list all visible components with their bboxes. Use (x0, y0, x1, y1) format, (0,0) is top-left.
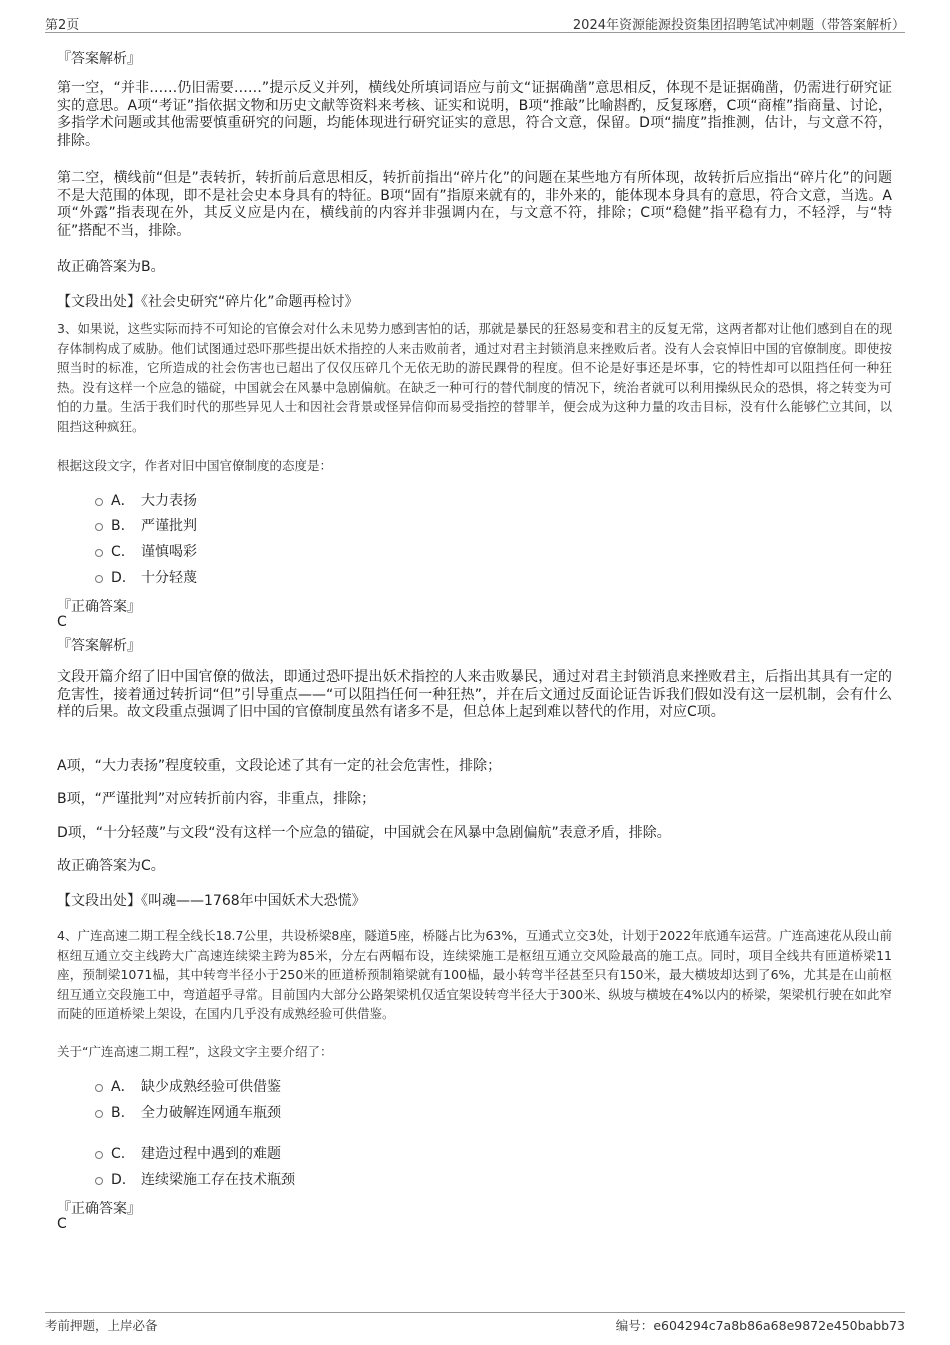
q2-analysis-paragraph: 第一空，“并非……仍旧需要……”提示反义并列，横线处所填词语应与前文“证据确凿”意思相反，体现不是证据确凿，仍需进行研究证实的意思。A项“考证”指依据文物和历史文献等资料来考核、证实和说明，B项“推敲”比喻斟酌，反复琢磨，C项“商榷”指商量、讨论，多指学术问题或其他需要慎重研究的问题，均能体现进行研究证实的意思，符合文意，保留。D项“揣度”指推测，估计，与文意不符，排除。 (57, 80, 892, 149)
q3-passage: 3、如果说，这些实际而持不可知论的官僚会对什么未见势力感到害怕的话，那就是暴民的狂怒易变和君主的反复无常，这两者都对让他们感到自在的现存体制构成了威胁。他们试图通过恐吓那些提出妖术指控的人来击败前者，通过对君主封锁消息来挫败后者。没有人会哀悼旧中国的官僚制度。即使按照当时的标准，它所造成的社会伤害也已超出了仅仅压碎几个无依无助的游民踝骨的程度。但不论是好事还是坏事，它的特性却可以阻挡任何一种狂热。没有这样一个应急的锚碇，中国就会在风暴中急剧偏航。在缺乏一种可行的替代制度的情况下，统治者就可以利用操纵民众的恐惧，将之转变为可怕的力量。生活于我们时代的那些异见人士和因社会背景或怪异信仰而易受指控的替罪羊，便会成为这种力量的攻击目标，没有什么能够伫立其间，以阻挡这种疯狂。 (57, 321, 892, 434)
q4-question-stem: 关于“广连高速二期工程”，这段文字主要介绍了： (57, 1044, 333, 1059)
q4-option-a[interactable]: A． 缺少成熟经验可供借鉴 (95, 1076, 281, 1096)
q2-analysis-label: 『答案解析』 (57, 51, 141, 67)
q3-option-c[interactable]: C. 谨慎喝彩 (95, 541, 197, 561)
q3-source: 【文段出处】《叫魂——1768年中国妖术大恐慌》 (57, 893, 366, 909)
radio-button-icon[interactable] (95, 1151, 103, 1159)
document-code-label: 编号： (615, 1318, 654, 1333)
q3-analysis-paragraph: D项，“十分轻蔑”与文段“没有这样一个应急的锚碇，中国就会在风暴中急剧偏航”表意矛盾，排除。 (57, 825, 671, 841)
radio-button-icon[interactable] (95, 549, 103, 557)
page-footer (45, 1312, 905, 1335)
footer-slogan: 考前押题，上岸必备 (45, 1318, 158, 1333)
radio-button-icon[interactable] (95, 1084, 103, 1092)
q3-option-d[interactable]: D. 十分轻蔑 (95, 567, 197, 587)
q4-passage: 4、广连高速二期工程全线长18.7公里，共设桥梁8座，隧道5座，桥隧占比为63%，互通式立交3处，计划于2022年底通车运营。广连高速花从段山前枢纽互通立交主线跨大广高速连续梁主跨为85米，分左右两幅布设，连续梁施工是枢纽互通立交风险最高的施工点。同时，项目全线共有匝道桥梁11座，预制梁1071榀，其中转弯半径小于250米的匝道桥预制箱梁就有100榀，最小转弯半径甚至只有150米，最大横坡却达到了6%，尤其是在山前枢纽互通立交段施工中，弯道超乎寻常。目前国内大部分公路架梁机仅适宜架设转弯半径大于300米、纵坡与横坡在4%以内的桥梁，架梁机行驶在如此窄而陡的匝道桥梁上架设，在国内几乎没有成熟经验可供借鉴。 (57, 928, 892, 1021)
page-number: 第2页 (45, 18, 80, 33)
q4-option-b[interactable]: B. 全力破解连网通车瓶颈 (95, 1102, 281, 1122)
q3-conclusion: 故正确答案为C。 (57, 858, 165, 874)
radio-button-icon[interactable] (95, 1177, 103, 1185)
document-code-value: e604294c7a8b86a68e9872e450babb73 (653, 1318, 905, 1333)
document-code (616, 1316, 905, 1334)
q4-answer: C (57, 1216, 67, 1232)
q4-answer-label: 『正确答案』 (57, 1201, 141, 1217)
q2-source: 【文段出处】《社会史研究“碎片化”命题再检讨》 (57, 294, 359, 310)
radio-button-icon[interactable] (95, 498, 103, 506)
radio-button-icon[interactable] (95, 575, 103, 583)
q2-analysis-paragraph: 第二空，横线前“但是”表转折，转折前后意思相反，转折前指出“碎片化”的问题在某些地方有所体现，故转折后应指出“碎片化”的问题不是大范围的体现，即不是社会史本身具有的特征。B项“固有”指原来就有的，非外来的，能体现本身具有的意思，符合文意，当选。A项“外露”指表现在外，其反义应是内在，横线前的内容并非强调内在，与文意不符，排除；C项“稳健”指平稳有力，不轻浮，与“特征”搭配不当，排除。 (57, 170, 892, 239)
radio-button-icon[interactable] (95, 523, 103, 531)
q3-answer: C (57, 614, 67, 630)
q3-analysis-label: 『答案解析』 (57, 638, 141, 654)
q2-conclusion: 故正确答案为B。 (57, 259, 165, 275)
q4-option-c[interactable]: C. 建造过程中遇到的难题 (95, 1143, 281, 1163)
q3-analysis-paragraph: 文段开篇介绍了旧中国官僚的做法，即通过恐吓提出妖术指控的人来击败暴民，通过对君主封锁消息来挫败君主，后指出其具有一定的危害性，接着通过转折词“但”引导重点——“可以阻挡任何一种狂热”，并在后文通过反面论证告诉我们假如没有这一层机制，会有什么样的后果。故文段重点强调了旧中国的官僚制度虽然有诸多不是，但总体上起到难以替代的作用，对应C项。 (57, 669, 892, 720)
document-title: 2024年资源能源投资集团招聘笔试冲刺题（带答案解析） (572, 18, 905, 33)
q3-option-a[interactable]: A． 大力表扬 (95, 490, 197, 510)
page-header (45, 12, 905, 33)
q4-option-d[interactable]: D. 连续梁施工存在技术瓶颈 (95, 1169, 295, 1189)
q3-analysis-paragraph: B项，“严谨批判”对应转折前内容，非重点，排除； (57, 791, 376, 807)
q3-option-b[interactable]: B. 严谨批判 (95, 515, 197, 535)
radio-button-icon[interactable] (95, 1110, 103, 1118)
q3-answer-label: 『正确答案』 (57, 599, 141, 615)
q3-analysis-paragraph: A项，“大力表扬”程度较重，文段论述了其有一定的社会危害性，排除； (57, 758, 502, 774)
q3-question-stem: 根据这段文字，作者对旧中国官僚制度的态度是： (57, 458, 333, 473)
